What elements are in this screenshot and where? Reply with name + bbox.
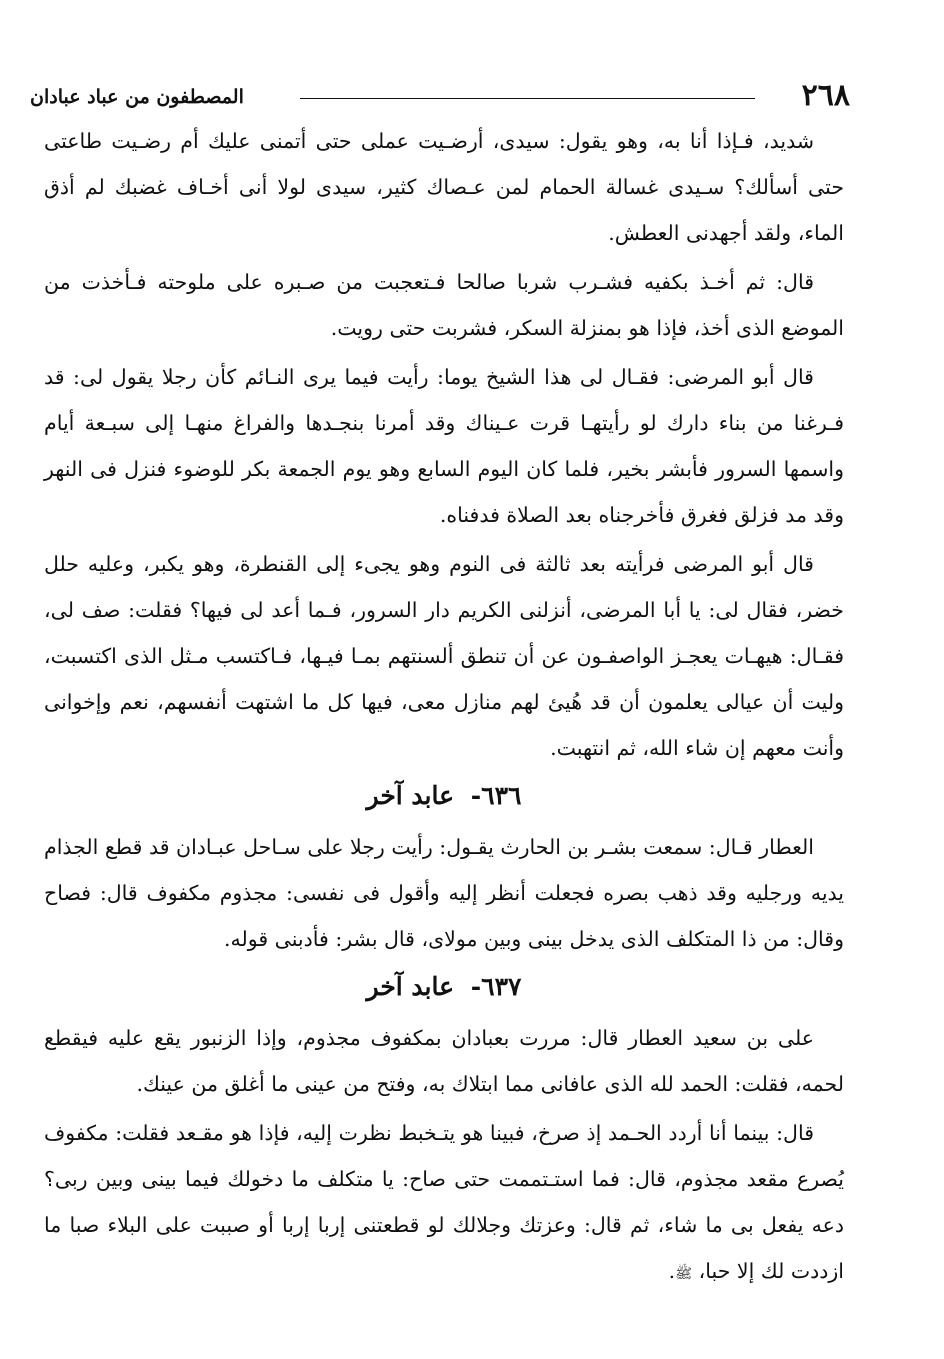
header-rule — [300, 98, 755, 99]
section-heading-636 — [44, 774, 844, 818]
paragraph: العطار قـال: سمعت بشـر بن الحارث يقـول: رأيت رجلا على سـاحل عبـادان قد قطع الجذام يديه ورجليه وقد ذهب بصره فجعلت أنظر إليه وأقول فى نفسى: مجذوم مكفوف قال: فصاح وقال: من ذا المتكلف الذى يدخل بينى وبين مولاى، قال بشر: فأدبنى قوله. — [44, 835, 844, 951]
section-heading-637 — [44, 965, 844, 1009]
running-title: المصطفون من عباد عبادان — [30, 86, 244, 108]
paragraph: قال أبو المرضى فرأيته بعد ثالثة فى النوم وهو يجىء إلى القنطرة، وهو يكبر، وعليه حلل خضر، فقال لى: يا أبا المرضى، أنزلنى الكريم دار السرور، فـما أعد لى فيها؟ فقلت: صف لى، فقـال: هيهـات يعجـز الواصفـون عن أن تنطق ألسنتهم بمـا فيـها، فـاكتسب مـثل الذى اكتسبت، وليت أن عيالى يعلمون أن قد هُيئ لهم منازل معى، فيها كل ما اشتهت أنفسهم، نعم وإخوانى وأنت معهم إن شاء الله، ثم انتهبت. — [44, 552, 844, 760]
section-number: ٦٣٧- — [470, 972, 522, 1001]
page-body — [44, 118, 844, 1300]
paragraph: شديد، فـإذا أنا به، وهو يقول: سيدى، أرضـيت عملى حتى أتمنى عليك أم رضـيت طاعتى حتى أسألك؟ سـيدى غسالة الحمام لمن عـصاك كثير، سيدى لولا أنى أخـاف غضبك لم أذق الماء، ولقد أجهدنى العطش. — [44, 129, 844, 245]
honorific-glyph: ﷺ — [675, 1266, 693, 1282]
paragraph: قال أبو المرضى: فقـال لى هذا الشيخ يوما: رأيت فيما يرى النـائم كأن رجلا يقول لى: قد فـرغنا من بناء دارك لو رأيتهـا قرت عـيناك وقد أمرنا بنجـدها والفراغ منهـا إلى سبـعة أيام واسمها السرور فأبشر بخير، فلما كان اليوم السابع وهو يوم الجمعة بكر للوضوء فنزل فى النهر وقد مد فزلق فغرق فأخرجناه بعد الصلاة فدفناه. — [44, 365, 844, 527]
paragraph-final: قال: بينما أنا أردد الحـمد إذ صرخ، فبينا هو يتـخبط نظرت إليه، فإذا هو مقـعد فقلت: مكفوف يُصرع مقعد مجذوم، قال: فما استـتممت حتى صاح: يا متكلف ما دخولك فيما بينى وبين ربى؟ دعه يفعل بى ما شاء، ثم قال: وعزتك وجلالك لو قطعتنى إربا إربا أو صببت على البلاء صبا ما ازددت لك إلا حبا، ﷺ. — [44, 1121, 844, 1283]
paragraph: على بن سعيد العطار قال: مررت بعبادان بمكفوف مجذوم، وإذا الزنبور يقع عليه فيقطع لحمه، فقلت: الحمد لله الذى عافانى مما ابتلاك به، وفتح من عينى ما أغلق من عينك. — [44, 1026, 844, 1096]
paragraph: قال: ثم أخـذ بكفيه فشـرب شربا صالحا فـتعجبت من صـبره على ملوحته فـأخذت من الموضع الذى أخذ، فإذا هو بمنزلة السكر، فشربت حتى رويت. — [44, 270, 844, 340]
page-number: ٢٦٨ — [801, 78, 850, 113]
section-number: ٦٣٦- — [470, 781, 522, 810]
paragraph-text: قال: بينما أنا أردد الحـمد إذ صرخ، فبينا هو يتـخبط نظرت إليه، فإذا هو مقـعد فقلت: مكفوف يُصرع مقعد مجذوم، قال: فما استـتممت حتى صاح: يا متكلف ما دخولك فيما بينى وبين ربى؟ دعه يفعل بى ما شاء، ثم قال: وعزتك وجلالك لو قطعتنى إربا إربا أو صببت على البلاء صبا ما ازددت لك إلا حبا، — [44, 1121, 844, 1283]
section-title: عابد آخر — [366, 781, 455, 810]
section-title: عابد آخر — [366, 972, 455, 1001]
page-header — [30, 76, 850, 116]
